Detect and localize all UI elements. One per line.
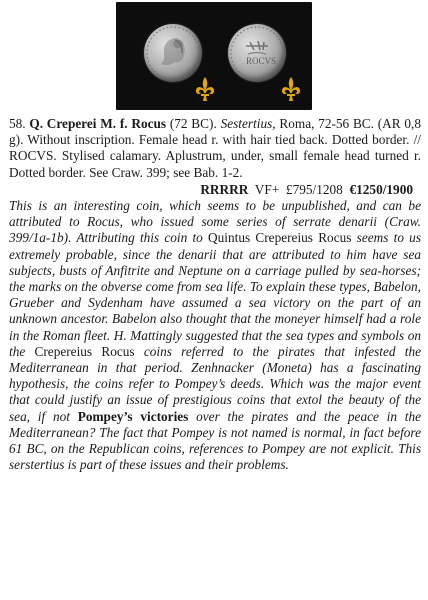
denomination: Sestertius <box>220 116 273 131</box>
commentary-part: This is an interesting coin, which seems to be unpublished, and can be attributed to Rocus, who issued some series of serrate denarii (Craw. 399/1a-1b). Attributing this coin to <box>9 198 421 246</box>
estimate-price: €1250/1900 <box>349 181 413 197</box>
commentary-text <box>9 198 421 473</box>
coin-reverse-image <box>228 24 286 82</box>
commentary-part: seems to us extremely probable, since the denarii that are attributed to him have sea subjects, busts of Anfitrite and Neptune on a carriage pulled by sea-horses; the marks on the obverse come from sea life. To explain these types, Babelon, Grueber and Sydenham have assumed a sea victory on the part of an unknown ancestor. Babelon also thought that the moneyer himself had a role in the Roman fleet. H. Mattingly suggested that the sea types and symbols on the <box>9 230 422 359</box>
condition-grade: VF+ <box>254 181 280 197</box>
commentary-emphasis: Pompey’s victories <box>77 408 189 424</box>
lot-entry <box>9 116 421 473</box>
coin-obverse-image <box>144 24 202 82</box>
lot-number: 58. <box>9 116 26 131</box>
svg-text:ROCVS: ROCVS <box>246 56 277 66</box>
moneyer-name: Q. Creperei M. f. Rocus <box>29 116 167 131</box>
coin-photo <box>116 2 312 110</box>
rarity-grade: RRRRR <box>200 181 249 197</box>
commentary-part: over the pirates and the peace in the Mediterranean? The fact that Pompey is not named is normal, in fact before 61 BC, on the Republican coins, references to Pompey are not explicit. This serstertius is part of these issues and their problems. <box>9 408 421 473</box>
previous-price: £795/1208 <box>285 181 343 197</box>
description-text: , Roma, 72-56 BC. (AR 0,8 g). Without inscription. Female head r. with hair tied back. Dotted border. // ROCVS. Stylised calamary. Aplustrum, under, small female head turned r. Dotted border. See Craw. 399; see Bab. 1-2. <box>9 116 422 180</box>
pricing-line <box>9 182 421 198</box>
commentary-part: Crepereius Rocus <box>25 343 144 359</box>
commentary-part: coins referred to the pirates that infested the Mediterranean in that period. Zenhnacker (Moneta) has a fascinating hypothesis, the coins refer to Pompey’s deeds. Which was the major event that could justify an issue of prestigious coins that extol the beauty of the sea, if not <box>9 343 422 424</box>
fleur-de-lis-icon <box>280 76 302 102</box>
lot-description <box>9 116 421 181</box>
lot-date: (72 BC). <box>169 116 217 131</box>
fleur-de-lis-icon <box>194 76 216 102</box>
commentary-part: Quintus Crepereius Rocus <box>202 230 357 246</box>
